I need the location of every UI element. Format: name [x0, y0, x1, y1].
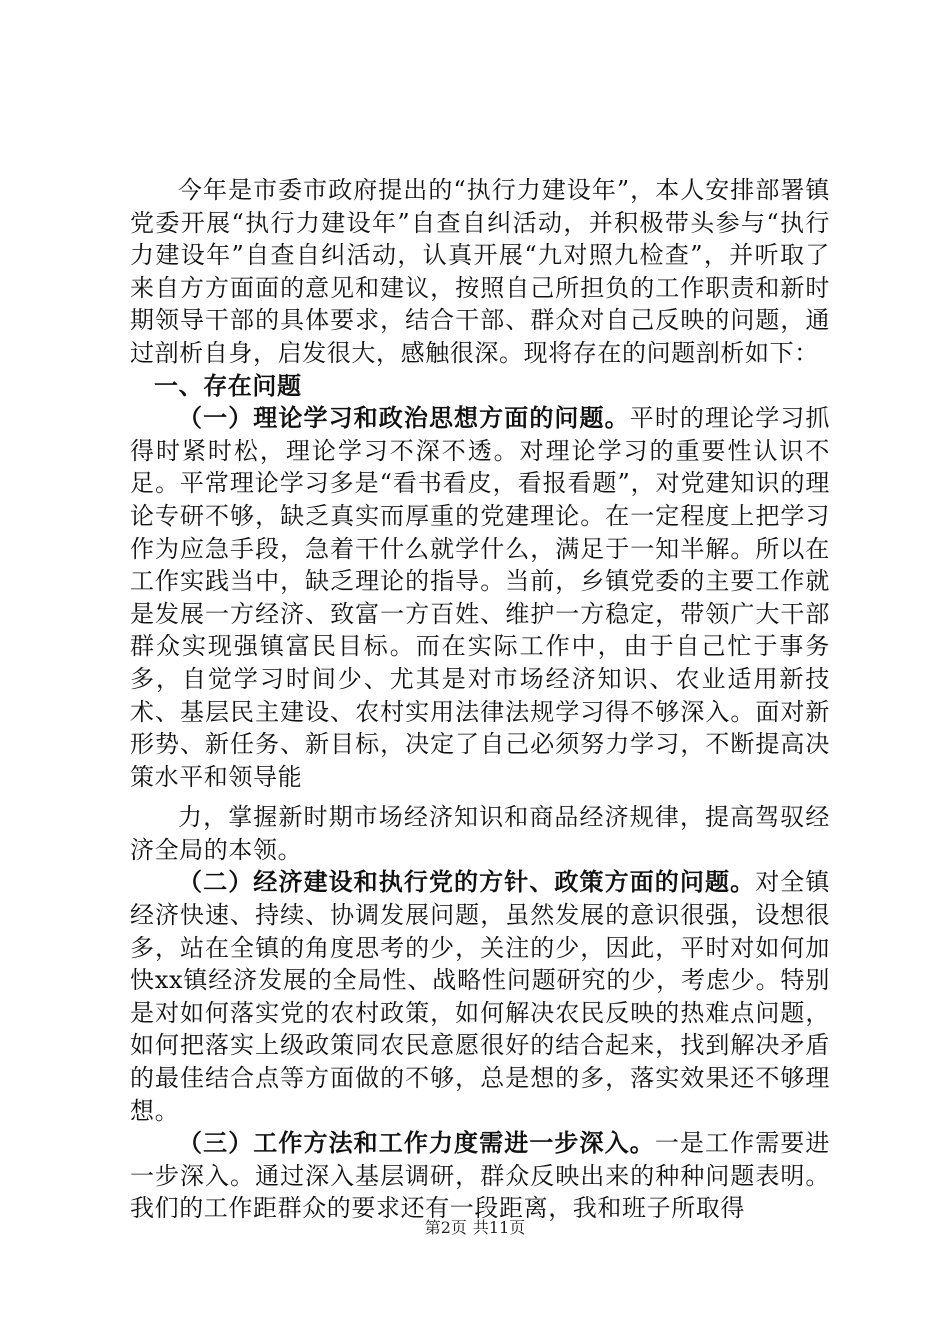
section-3-paragraph — [130, 1127, 830, 1225]
paragraph-gap — [130, 793, 830, 801]
section-3-body: 一是工作需要进一步深入。通过深入基层调研，群众反映出来的种种问题表明。我们的工作距群众的要求还有一段距离，我和班子所取得 — [130, 1129, 831, 1223]
page-total: 共11页 — [472, 1218, 526, 1237]
section-1-paragraph — [130, 402, 830, 793]
document-body — [130, 174, 830, 1225]
section-2-paragraph — [130, 866, 830, 1127]
page-number: 第2页 — [424, 1218, 467, 1237]
section-2-title: （二）经济建设和执行党的方针、政策方面的问题。 — [178, 867, 756, 897]
intro-paragraph: 今年是市委市政府提出的“执行力建设年”，本人安排部署镇党委开展“执行力建设年”自查自纠活动，并积极带头参与“执行力建设年”自查自纠活动，认真开展“九对照九检查”，并听取了来自方方面面的意见和建议，按照自己所担负的工作职责和新时期领导干部的具体要求，结合干部、群众对自己反映的问题，通过剖析自身，启发很大，感触很深。现将存在的问题剖析如下： — [130, 176, 830, 367]
section-3-title: （三）工作方法和工作力度需进一步深入。 — [178, 1128, 655, 1158]
section-heading: 一、存在问题 — [154, 370, 302, 400]
section-1-title: （一）理论学习和政治思想方面的问题。 — [178, 403, 630, 433]
section-1-continuation: 力，掌握新时期市场经济知识和商品经济规律，提高驾驭经济全局的本领。 — [130, 803, 830, 864]
page-footer — [0, 1215, 950, 1238]
section-2-body: 对全镇经济快速、持续、协调发展问题，虽然发展的意识很强，设想很多，站在全镇的角度思考的少，关注的少，因此，平时对如何加快xx镇经济发展的全局性、战略性问题研究的少，考虑少。特别是对如何落实党的农村政策，如何解决农民反映的热难点问题，如何把落实上级政策同农民意愿很好的结合起来，找到解决矛盾的最佳结合点等方面做的不够，总是想的多，落实效果还不够理想。 — [130, 868, 830, 1125]
section-1-body: 平时的理论学习抓得时紧时松，理论学习不深不透。对理论学习的重要性认识不足。平常理论学习多是“看书看皮，看报看题”，对党建知识的理论专研不够，缺乏真实而厚重的党建理论。在一定程度上把学习作为应急手段，急着干什么就学什么，满足于一知半解。所以在工作实践当中，缺乏理论的指导。当前，乡镇党委的主要工作就是发展一方经济、致富一方百姓、维护一方稳定，带领广大干部群众实现强镇富民目标。而在实际工作中，由于自己忙于事务多，自觉学习时间少、尤其是对市场经济知识、农业适用新技术、基层民主建设、农村实用法律法规学习得不够深入。面对新形势、新任务、新目标，决定了自己必须努力学习，不断提高决策水平和领导能 — [130, 404, 830, 791]
